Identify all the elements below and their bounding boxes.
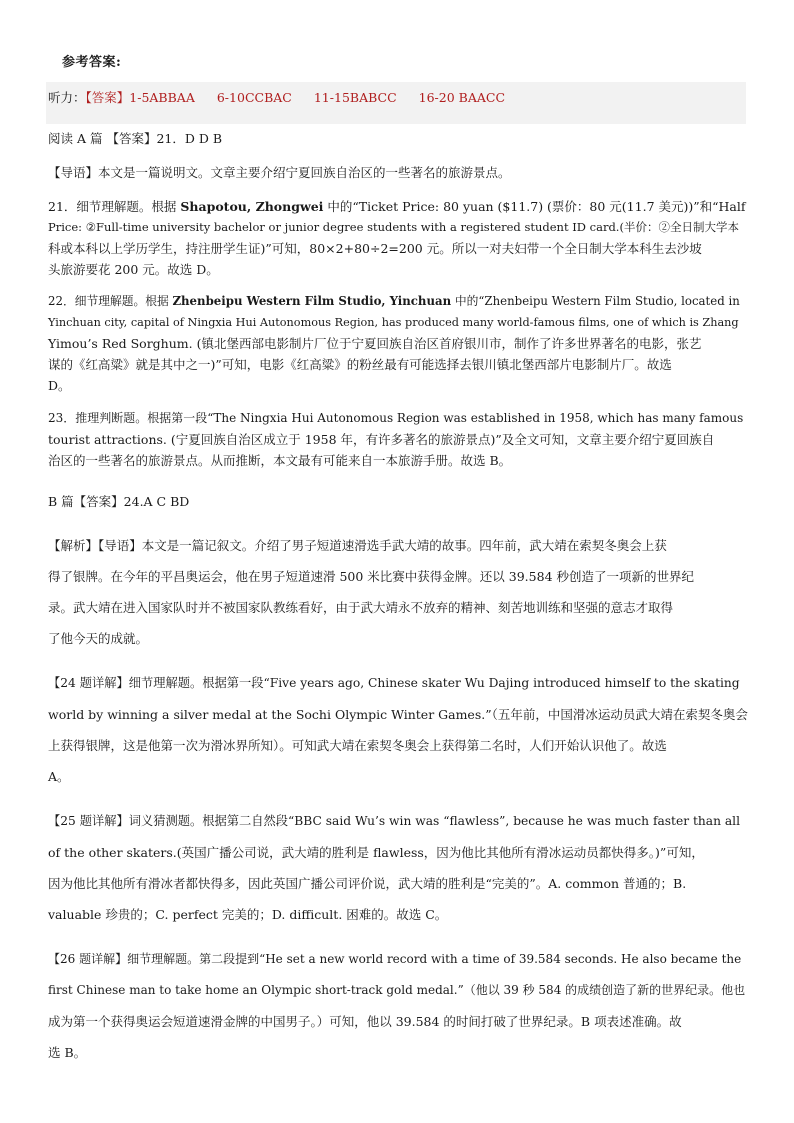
b-guide-line: 【解析】【导语】本文是一篇记叙文。介绍了男子短道速滑选手武大靖的故事。四年前，武大靖在索契冬奥会上获 xyxy=(48,538,667,553)
q25-line: 【25 题详解】词义猜测题。根据第二自然段“BBC said Wu’s win was “flawless”, because he was much faster than all xyxy=(48,814,741,828)
q24-line: 上获得银牌，这是他第一次为滑冰界所知）。可知武大靖在索契冬奥会上获得第二名时，人们开始认识他了。故选 xyxy=(48,738,667,753)
reading-a-answer: 阅读 A 篇 【答案】21．D D B xyxy=(48,131,223,146)
listening-label: 听力： xyxy=(48,90,86,105)
q23-line: 23．推理判断题。根据第一段“The Ningxia Hui Autonomous Region was established in 1958, which has many famous xyxy=(48,411,744,425)
listening-answer-3: 11-15BABCC xyxy=(313,90,397,105)
listening-answer-1: 【答案】1-5ABBAA xyxy=(85,90,195,105)
q24-line: A。 xyxy=(48,769,70,784)
q23-line: tourist attractions. (宁夏回族自治区成立于 1958 年，有许多著名的旅游景点)”及全文可知，文章主要介绍宁夏回族自 xyxy=(48,432,715,447)
q22-line: 22．细节理解题。根据 Zhenbeipu Western Film Studio, Yinchuan 中的“Zhenbeipu Western Film Studio, located in xyxy=(48,294,740,308)
listening-answer-box xyxy=(46,82,746,124)
question-25-explanation xyxy=(48,806,748,930)
question-21-explanation xyxy=(48,196,748,280)
q26-line: 成为第一个获得奥运会短道速滑金牌的中国男子。）可知，他以 39.584 的时间打破了世界纪录。B 项表述准确。故 xyxy=(48,1014,682,1029)
q21-line: 头旅游要花 200 元。故选 D。 xyxy=(48,262,219,277)
question-24-explanation xyxy=(48,668,748,792)
q21-line: 21．细节理解题。根据 Shapotou, Zhongwei 中的“Ticket Price: 80 yuan ($11.7) (票价：80 元(11.7 美元))”和“Half xyxy=(48,199,746,214)
passage-a-guide: 【导语】本文是一篇说明文。文章主要介绍宁夏回族自治区的一些著名的旅游景点。 xyxy=(48,165,511,180)
listening-answer-4: 16-20 BAACC xyxy=(418,90,506,105)
question-22-explanation xyxy=(48,291,748,396)
q25-line: of the other skaters.(英国广播公司说，武大靖的胜利是 flawless，因为他比其他所有滑冰运动员都快得多。)”可知， xyxy=(48,845,704,860)
passage-b-guide xyxy=(48,530,748,654)
b-guide-line: 了他今天的成就。 xyxy=(48,631,149,646)
reading-b-answer: B 篇【答案】24.A C BD xyxy=(48,494,190,509)
q22-line: 谋的《红高粱》就是其中之一)”可知，电影《红高粱》的粉丝最有可能选择去银川镇北堡西部片电影制片厂。故选 xyxy=(48,357,672,372)
q23-line: 治区的一些著名的旅游景点。从而推断，本文最有可能来自一本旅游手册。故选 B。 xyxy=(48,453,512,468)
q26-line: first Chinese man to take home an Olympic short-track gold medal.”（他以 39 秒 584 的成绩创造了新的世界纪录。他也 xyxy=(48,983,746,997)
q26-line: 选 B。 xyxy=(48,1045,87,1060)
question-23-explanation xyxy=(48,408,748,471)
b-guide-line: 得了银牌。在今年的平昌奥运会，他在男子短道速滑 500 米比赛中获得金牌。还以 39.584 秒创造了一项新的世界纪 xyxy=(48,569,694,584)
page-heading: 参考答案: xyxy=(62,55,122,70)
q21-line: Price: ②Full-time university bachelor or junior degree students with a registered student ID card.(半价：②全日制大学本 xyxy=(48,220,739,234)
q22-line: D。 xyxy=(48,378,71,393)
q24-line: world by winning a silver medal at the Sochi Olympic Winter Games.”（五年前，中国滑冰运动员武大靖在索契冬奥会 xyxy=(48,707,748,722)
question-26-explanation xyxy=(48,944,748,1068)
q22-line: Yinchuan city, capital of Ningxia Hui Autonomous Region, has produced many world-famous films, one of which is Zhang xyxy=(48,316,739,329)
q25-line: 因为他比其他所有滑冰者都快得多，因此英国广播公司评价说，武大靖的胜利是“完美的”。A. common 普通的；B. xyxy=(48,876,687,891)
q26-line: 【26 题详解】细节理解题。第二段提到“He set a new world record with a time of 39.584 seconds. He also became the xyxy=(48,952,742,966)
q24-line: 【24 题详解】细节理解题。根据第一段“Five years ago, Chinese skater Wu Dajing introduced himself to the skating xyxy=(48,676,740,690)
q22-line: Yimou’s Red Sorghum. (镇北堡西部电影制片厂位于宁夏回族自治区首府银川市，制作了许多世界著名的电影，张艺 xyxy=(48,336,702,351)
listening-answer-2: 6-10CCBAC xyxy=(216,90,292,105)
q25-line: valuable 珍贵的；C. perfect 完美的；D. difficult. 困难的。故选 C。 xyxy=(48,907,448,922)
q21-line: 科或本科以上学历学生，持注册学生证)”可知，80×2+80÷2=200 元。所以一对夫妇带一个全日制大学本科生去沙坡 xyxy=(48,241,702,256)
b-guide-line: 录。武大靖在进入国家队时并不被国家队教练看好，由于武大靖永不放弃的精神、刻苦地训练和坚强的意志才取得 xyxy=(48,600,674,615)
